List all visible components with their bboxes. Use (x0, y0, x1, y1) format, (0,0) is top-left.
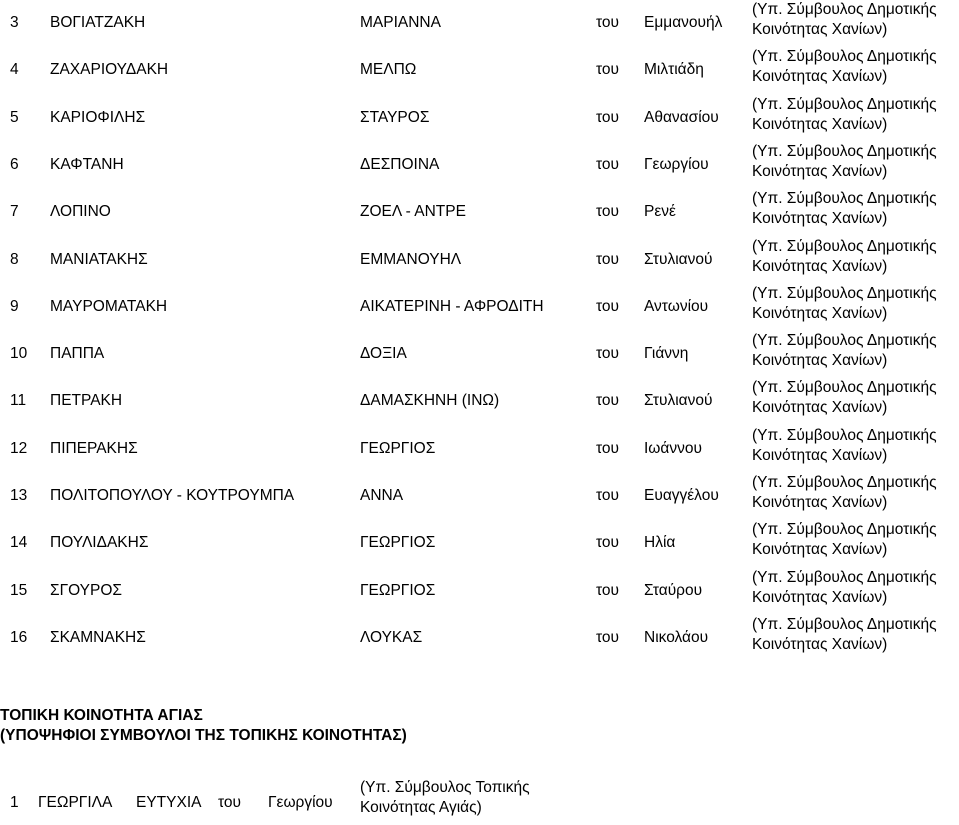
patronymic-prefix: του (596, 487, 620, 504)
row-number: 13 (10, 487, 28, 504)
role-line: Κοινότητας Χανίων) (752, 21, 888, 38)
row-number: 16 (10, 628, 28, 646)
role-line: (Υπ. Σύμβουλος Τοπικής (360, 779, 530, 796)
row-number: 6 (10, 155, 19, 173)
row-number: 12 (10, 439, 28, 457)
section-heading (0, 706, 407, 746)
father-name: Γιάννη (644, 345, 689, 363)
first-name: ΛΟΥΚΑΣ (360, 628, 423, 646)
surname: ΚΑΦΤΑΝΗ (50, 155, 124, 173)
role-line: Κοινότητας Χανίων) (752, 399, 888, 417)
candidate-role (752, 520, 959, 560)
row-number: 4 (10, 61, 19, 79)
patronymic-prefix: του (596, 439, 620, 457)
first-name: ΔΑΜΑΣΚΗΝΗ (ΙΝΩ) (360, 392, 500, 410)
role-line: Κοινότητας Αγιάς) (360, 799, 482, 816)
surname: ΠΕΤΡΑΚΗ (50, 392, 123, 410)
candidate-role (752, 473, 959, 513)
patronymic-prefix: του (596, 250, 620, 268)
candidate-role (752, 615, 959, 655)
candidate-role (752, 142, 959, 182)
table-row (0, 615, 959, 661)
first-name: ΔΕΣΠΟΙΝΑ (360, 155, 440, 173)
surname: ΠΙΠΕΡΑΚΗΣ (50, 439, 138, 457)
surname: ΓΕΩΡΓΙΛΑ (38, 794, 113, 811)
father-name: Εμμανουήλ (644, 14, 723, 31)
surname: ΜΑΥΡΟΜΑΤΑΚΗ (50, 297, 168, 315)
table-row (0, 284, 959, 330)
section-subtitle: (ΥΠΟΨΗΦΙΟΙ ΣΥΜΒΟΥΛΟΙ ΤΗΣ ΤΟΠΙΚΗΣ ΚΟΙΝΟΤΗΤΑΣ) (0, 727, 407, 744)
patronymic-prefix: του (596, 297, 620, 315)
row-number: 3 (10, 14, 19, 31)
table-row (0, 520, 959, 566)
row-number: 5 (10, 108, 19, 126)
table-row (0, 378, 959, 424)
row-number: 14 (10, 534, 28, 552)
table-row (0, 426, 959, 472)
row-number: 9 (10, 297, 19, 315)
first-name: ΓΕΩΡΓΙΟΣ (360, 439, 436, 457)
role-line: (Υπ. Σύμβουλος Δημοτικής (752, 48, 937, 66)
table-row (0, 237, 959, 283)
father-name: Στυλιανού (644, 250, 713, 268)
first-name: ΑΙΚΑΤΕΡΙΝΗ - ΑΦΡΟΔΙΤΗ (360, 297, 544, 315)
first-name: ΔΟΞΙΑ (360, 345, 407, 363)
surname: ΠΑΠΠΑ (50, 345, 105, 363)
patronymic-prefix: του (596, 203, 620, 221)
candidate-role (752, 378, 959, 418)
table-row (0, 0, 959, 46)
role-line: Κοινότητας Χανίων) (752, 257, 888, 275)
patronymic-prefix: του (596, 581, 620, 599)
surname: ΒΟΓΙΑΤΖΑΚΗ (50, 14, 146, 31)
role-line: (Υπ. Σύμβουλος Δημοτικής (752, 426, 937, 444)
first-name: ΑΝΝΑ (360, 487, 404, 504)
role-line: (Υπ. Σύμβουλος Δημοτικής (752, 142, 937, 160)
row-number: 8 (10, 250, 19, 268)
father-name: Ευαγγέλου (644, 487, 719, 504)
row-number: 7 (10, 203, 19, 221)
row-number: 11 (10, 392, 27, 410)
candidate-role (752, 0, 959, 40)
father-name: Ρενέ (644, 203, 676, 221)
first-name: ΕΥΤΥΧΙΑ (136, 794, 202, 811)
role-line: (Υπ. Σύμβουλος Δημοτικής (752, 474, 937, 491)
father-name: Αντωνίου (644, 297, 709, 315)
surname: ΛΟΠΙΝΟ (50, 203, 111, 221)
first-name: ΕΜΜΑΝΟΥΗΛ (360, 250, 462, 268)
role-line: Κοινότητας Χανίων) (752, 304, 888, 322)
father-name: Ιωάννου (644, 439, 702, 457)
table-row (0, 568, 959, 614)
first-name: ΣΤΑΥΡΟΣ (360, 108, 430, 126)
role-line: Κοινότητας Χανίων) (752, 68, 888, 86)
patronymic-prefix: του (596, 628, 620, 646)
surname: ΣΓΟΥΡΟΣ (50, 581, 122, 599)
surname: ΚΑΡΙΟΦΙΛΗΣ (50, 108, 146, 126)
role-line: (Υπ. Σύμβουλος Δημοτικής (752, 1, 937, 18)
father-name: Αθανασίου (644, 108, 719, 126)
candidate-role (752, 568, 959, 608)
patronymic-prefix: του (596, 108, 620, 126)
role-line: (Υπ. Σύμβουλος Δημοτικής (752, 568, 937, 586)
table-row (0, 95, 959, 141)
role-line: Κοινότητας Χανίων) (752, 352, 888, 370)
patronymic-prefix: του (596, 534, 620, 552)
role-line: (Υπ. Σύμβουλος Δημοτικής (752, 332, 937, 350)
role-line: (Υπ. Σύμβουλος Δημοτικής (752, 521, 937, 539)
table-row (0, 47, 959, 93)
role-line: Κοινότητας Χανίων) (752, 162, 888, 180)
role-line: (Υπ. Σύμβουλος Δημοτικής (752, 615, 937, 633)
patronymic-prefix: του (596, 392, 620, 410)
father-name: Γεωργίου (268, 794, 333, 811)
first-name: ΓΕΩΡΓΙΟΣ (360, 534, 436, 552)
surname: ΣΚΑΜΝΑΚΗΣ (50, 628, 146, 646)
table-row (0, 778, 959, 824)
father-name: Νικολάου (644, 628, 709, 646)
first-name: ΜΕΛΠΩ (360, 61, 417, 79)
table-row (0, 189, 959, 235)
role-line: Κοινότητας Χανίων) (752, 494, 888, 511)
first-name: ΜΑΡΙΑΝΝΑ (360, 14, 441, 31)
table-row (0, 473, 959, 519)
patronymic-prefix: του (596, 345, 620, 363)
father-name: Ηλία (644, 534, 676, 552)
patronymic-prefix: του (596, 14, 620, 31)
role-line: (Υπ. Σύμβουλος Δημοτικής (752, 284, 937, 302)
candidate-role (752, 95, 959, 135)
role-line: Κοινότητας Χανίων) (752, 115, 888, 133)
role-line: (Υπ. Σύμβουλος Δημοτικής (752, 190, 937, 208)
patronymic-prefix: του (596, 61, 620, 79)
table-row (0, 331, 959, 377)
row-number: 1 (10, 794, 19, 811)
role-line: (Υπ. Σύμβουλος Δημοτικής (752, 237, 937, 255)
father-name: Σταύρου (644, 581, 703, 599)
surname: ΜΑΝΙΑΤΑΚΗΣ (50, 250, 148, 268)
table-row (0, 142, 959, 188)
role-line: Κοινότητας Χανίων) (752, 446, 888, 464)
candidate-role (360, 778, 600, 818)
role-line: Κοινότητας Χανίων) (752, 541, 888, 559)
candidate-role (752, 237, 959, 277)
role-line: Κοινότητας Χανίων) (752, 210, 888, 228)
section-title: ΤΟΠΙΚΗ ΚΟΙΝΟΤΗΤΑ ΑΓΙΑΣ (0, 707, 203, 724)
patronymic-prefix: του (218, 794, 242, 811)
candidate-role (752, 426, 959, 466)
role-line: (Υπ. Σύμβουλος Δημοτικής (752, 379, 937, 397)
candidate-role (752, 284, 959, 324)
role-line: Κοινότητας Χανίων) (752, 588, 888, 606)
father-name: Γεωργίου (644, 155, 709, 173)
first-name: ΖΟΕΛ - ΑΝΤΡΕ (360, 203, 466, 221)
surname: ΠΟΛΙΤΟΠΟΥΛΟΥ - ΚΟΥΤΡΟΥΜΠΑ (50, 487, 295, 504)
candidate-role (752, 47, 959, 87)
candidate-role (752, 331, 959, 371)
patronymic-prefix: του (596, 155, 620, 173)
row-number: 10 (10, 345, 28, 363)
candidate-role (752, 189, 959, 229)
surname: ΖΑΧΑΡΙΟΥΔΑΚΗ (50, 61, 169, 79)
row-number: 15 (10, 581, 28, 599)
surname: ΠΟΥΛΙΔΑΚΗΣ (50, 534, 149, 552)
role-line: Κοινότητας Χανίων) (752, 635, 888, 653)
role-line: (Υπ. Σύμβουλος Δημοτικής (752, 95, 937, 113)
first-name: ΓΕΩΡΓΙΟΣ (360, 581, 436, 599)
father-name: Στυλιανού (644, 392, 713, 410)
father-name: Μιλτιάδη (644, 61, 704, 79)
